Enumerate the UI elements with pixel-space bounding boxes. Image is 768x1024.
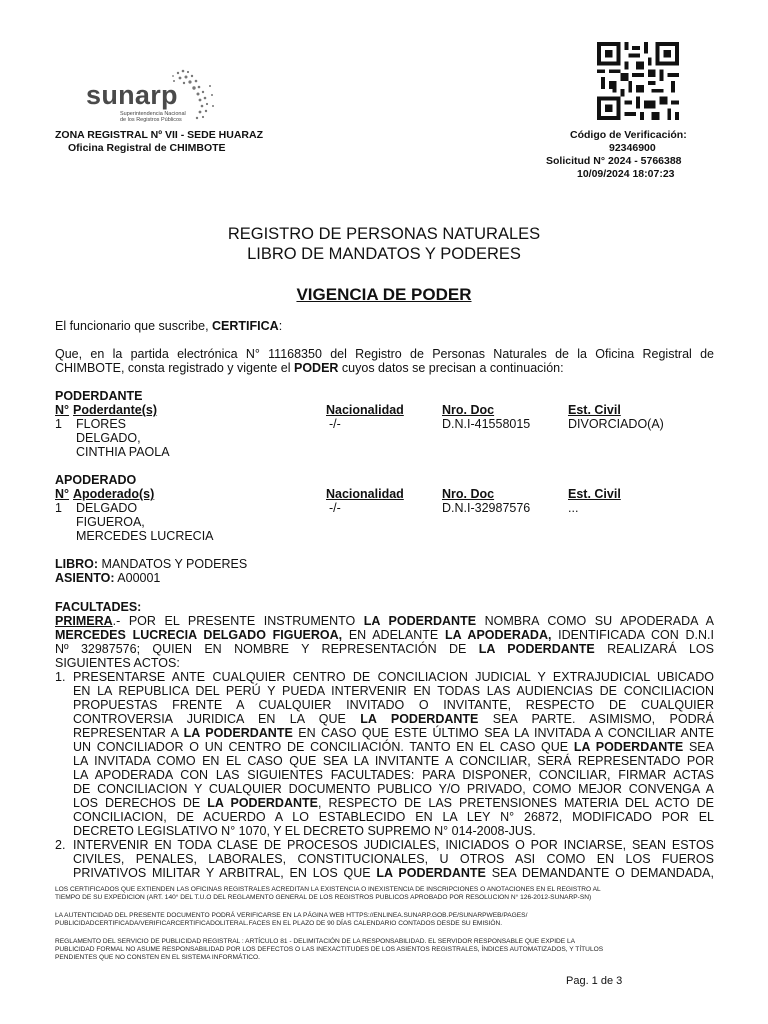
apoderado-h-nat: Nacionalidad — [326, 487, 404, 501]
item-1-line-10 — [73, 796, 714, 811]
sunarp-logo — [86, 64, 236, 130]
apoderado-h-civil: Est. Civil — [568, 487, 621, 501]
footer-note-2-line-2: PUBLICIDADCERTIFICADA/VERIFICARCERTIFICADOLITERAL.FACES EN EL PLAZO DE 90 DÍAS CALENDARIO CONTADOS DESDE SU EMISIÓN. — [55, 920, 503, 927]
primera-text: .- POR EL PRESENTE INSTRUMENTO — [112, 614, 364, 628]
i1-l5-text: REPRESENTAR A — [73, 726, 184, 740]
qr-code-icon — [597, 42, 679, 120]
apoderado-doc: D.N.I-32987576 — [442, 501, 531, 515]
primera-poderdante: LA PODERDANTE — [363, 614, 477, 628]
footer-note-1-line-1: LOS CERTIFICADOS QUE EXTIENDEN LAS OFICINAS REGISTRALES ACREDITAN LA EXISTENCIA O INEXISTENCIA DE INSCRIPCIONES O ANOTACIONES EN EL REGISTRO AL — [55, 886, 601, 893]
apoderado-nat: -/- — [329, 501, 341, 515]
primera-line-3 — [55, 642, 714, 657]
item-1-line-7: LA INVITADA COMO EN EL CASO QUE SEA LA INVITANTE A CONCILIAR, SERÁ REPRESENTADO POR — [73, 754, 714, 768]
apoderado-section: APODERADO — [55, 473, 137, 487]
primera-line-2 — [55, 628, 714, 643]
title-registry: REGISTRO DE PERSONAS NATURALES — [227, 225, 541, 243]
item-1-number: 1. — [55, 670, 66, 684]
apoderada-name: MERCEDES LUCRECIA DELGADO FIGUEROA, — [55, 628, 343, 642]
primera-line-4: SIGUIENTES ACTOS: — [55, 656, 180, 670]
item-1-line-1: PRESENTARSE ANTE CUALQUIER CENTRO DE CONCILIACION JUDICIAL Y EXTRAJUDICIAL UBICADO — [73, 670, 714, 684]
primera-poderdante-2: LA PODERDANTE — [478, 642, 595, 656]
apoderado-num: 1 — [55, 501, 62, 515]
item-1-line-12: DECRETO LEGISLATIVO N° 1070, Y EL DECRETO SUPREMO N° 014-2008-JUS. — [73, 824, 536, 838]
poderdante-h-nat: Nacionalidad — [326, 403, 404, 417]
primera-text-4: IDENTIFICADA CON D.N.I — [551, 628, 715, 642]
asiento-line — [55, 571, 160, 586]
item-1-line-4 — [73, 712, 714, 727]
title-book: LIBRO DE MANDATOS Y PODERES — [247, 245, 521, 263]
primera-line-1 — [55, 614, 714, 629]
item-1-line-5 — [73, 726, 714, 741]
footer-note-1-line-2: TIEMPO DE SU EXPEDICION (ART. 140° DEL T.U.O DEL REGLAMENTO GENERAL DE LOS REGISTROS PUBLICOS APROBADO POR RESOLUCION N° 126-2012-SUNARP-SN) — [55, 894, 592, 901]
verification-code-label: Código de Verificación: — [570, 129, 687, 141]
apoderado-h-doc: Nro. Doc — [442, 487, 495, 501]
item-2-line-3 — [73, 866, 714, 881]
i1-l5-poderdante: LA PODERDANTE — [183, 726, 293, 740]
footer-note-2-line-1: LA AUTENTICIDAD DEL PRESENTE DOCUMENTO PODRÁ VERIFICARSE EN LA PÁGINA WEB HTTPS://ENLINEA.SUNARP.GOB.PE/SUNARPWEB/PAGES/ — [55, 912, 528, 919]
primera-text-3: EN ADELANTE — [342, 628, 445, 642]
item-2-line-2: CIVILES, PENALES, LABORALES, CONSTITUCIONALES, U OTROS ASI COMO EN LOS FUEROS — [73, 852, 714, 866]
page-number: Pag. 1 de 3 — [566, 975, 623, 987]
request-datetime: 10/09/2024 18:07:23 — [577, 168, 675, 180]
i1-l6-text: UN CONCILIADOR O UN CENTRO DE CONCILIACIÓN. TANTO EN EL CASO QUE — [73, 740, 574, 754]
item-1-line-6 — [73, 740, 714, 755]
i2-l3-poderdante: LA PODERDANTE — [376, 866, 486, 880]
zone-label: ZONA REGISTRAL Nº VII - SEDE HUARAZ — [55, 129, 264, 141]
libro-value: MANDATOS Y PODERES — [98, 557, 248, 571]
la-apoderada: LA APODERADA, — [444, 628, 552, 642]
apoderado-name-1: DELGADO — [76, 501, 138, 515]
primera-label: PRIMERA — [55, 614, 113, 628]
logo-tagline-1: Superintendencia Nacional — [120, 111, 186, 117]
para-line-2 — [55, 361, 564, 376]
i1-l6-text-2: SEA — [683, 740, 714, 754]
request-number: Solicitud N° 2024 - 5766388 — [546, 155, 682, 167]
poderdante-section: PODERDANTE — [55, 389, 143, 403]
poderdante-name-1: FLORES — [76, 417, 127, 431]
verification-code: 92346900 — [609, 142, 656, 154]
i2-l3-text-2: SEA DEMANDANTE O DEMANDADA, — [485, 866, 714, 880]
poderdante-h-name: Poderdante(s) — [73, 403, 158, 417]
apoderado-h-num: N° — [55, 487, 70, 501]
facultades-title: FACULTADES: — [55, 600, 142, 614]
main-title: VIGENCIA DE PODER — [296, 285, 472, 304]
logo-wordmark: sunarp — [86, 80, 178, 110]
i1-l6-poderdante: LA PODERDANTE — [573, 740, 684, 754]
i1-l4-text-2: SEA PARTE. ASIMISMO, PODRÁ — [478, 712, 714, 726]
poderdante-doc: D.N.I-41558015 — [442, 417, 531, 431]
i1-l4-text: CONTROVERSIA JURIDICA EN LA QUE — [73, 712, 361, 726]
poderdante-name-3: CINTHIA PAOLA — [76, 445, 170, 459]
intro-suffix: : — [278, 319, 283, 333]
para-poder: PODER — [293, 361, 339, 375]
i1-l4-poderdante: LA PODERDANTE — [360, 712, 479, 726]
logo-tagline-2: de los Registros Públicos — [120, 117, 182, 123]
item-1-line-9: DE CONCILIACION Y CUALQUIER DOCUMENTO PUBLICO Y/O PRIVADO, COMO MEJOR CONVENGA A — [73, 782, 714, 796]
i1-l10-poderdante: LA PODERDANTE — [207, 796, 318, 810]
para-text-end: cuyos datos se precisan a continuación: — [338, 361, 564, 375]
asiento-label: ASIENTO: — [55, 571, 115, 585]
i1-l10-text: LOS DERECHOS DE — [73, 796, 208, 810]
i1-l10-text-2: , RESPECTO DE LAS PRETENSIONES MATERIA DEL ACTO DE — [317, 796, 714, 810]
item-1-line-11: CONCILIACION, DE ACUERDO A LO ESTABLECIDO EN LA LEY N° 26872, MODIFICADO POR EL — [73, 810, 714, 824]
libro-label: LIBRO: — [55, 557, 99, 571]
footer-note-3-line-1: REGLAMENTO DEL SERVICIO DE PUBLICIDAD REGISTRAL : ARTÍCULO 81 - DELIMITACIÓN DE LA RESPONSABILIDAD. EL SERVIDOR RESPONSABLE QUE EXPIDE LA — [55, 938, 576, 945]
intro-certifica: CERTIFICA — [212, 319, 279, 333]
para-line-1: Que, en la partida electrónica N° 11168350 del Registro de Personas Naturales de la Oficina Registral de — [55, 347, 714, 361]
primera-text-6: REALIZARÁ LOS — [594, 642, 714, 656]
poderdante-nat: -/- — [329, 417, 341, 431]
apoderado-name-2: FIGUEROA, — [76, 515, 145, 529]
apoderado-name-3: MERCEDES LUCRECIA — [76, 529, 214, 543]
footer-note-3-line-2: PUBLICIDAD FORMAL NO ASUME RESPONSABILIDAD POR LOS DEFECTOS O LAS INEXACTITUDES DE LOS ASIENTOS REGISTRALES, ÍNDICES AUTOMATIZADOS, Y TÍTULOS — [55, 946, 604, 953]
poderdante-civil: DIVORCIADO(A) — [568, 417, 664, 431]
item-2-number: 2. — [55, 838, 66, 852]
intro-prefix: El funcionario que suscribe, — [55, 319, 213, 333]
item-1-line-2: EN LA REPUBLICA DEL PERÚ Y PUEDA INTERVENIR EN TODAS LAS AUDIENCIAS DE CONCILIACION — [73, 684, 714, 698]
para-text: CHIMBOTE, consta registrado y vigente el — [55, 361, 294, 375]
apoderado-civil: ... — [568, 501, 579, 515]
item-1-line-3: PROPUESTAS FRENTE A CUALQUIER INVITADO O INVITANTE, RESPECTO DE CUALQUIER — [73, 698, 714, 712]
i2-l3-text: PRIVATIVOS MILITAR Y ARBITRAL, EN LOS QUE — [73, 866, 377, 880]
i1-l5-text-2: EN CASO QUE ESTE ÚLTIMO SEA LA INVITADA A CONCILIAR ANTE — [292, 726, 714, 740]
poderdante-num: 1 — [55, 417, 62, 431]
item-2-line-1: INTERVENIR EN TODA CLASE DE PROCESOS JUDICIALES, INICIADOS O POR INCIARSE, SEAN ESTOS — [73, 838, 714, 852]
intro-line — [55, 319, 282, 334]
footer-note-3-line-3: PENDIENTES QUE NO CONSTEN EN EL SISTEMA INFORMÁTICO. — [55, 954, 260, 961]
poderdante-h-doc: Nro. Doc — [442, 403, 495, 417]
asiento-value: A00001 — [114, 571, 161, 585]
poderdante-h-num: N° — [55, 403, 70, 417]
primera-text-2: NOMBRA COMO SU APODERADA A — [476, 614, 714, 628]
poderdante-h-civil: Est. Civil — [568, 403, 621, 417]
office-label: Oficina Registral de CHIMBOTE — [68, 142, 226, 154]
libro-line — [55, 557, 247, 572]
item-1-line-8: LA APODERADA CON LAS SIGUIENTES FACULTADES: PARA DISPONER, CONCILIAR, FIRMAR ACTAS — [73, 768, 714, 782]
primera-text-5: Nº 32987576; QUIEN EN NOMBRE Y REPRESENTACIÓN DE — [55, 642, 479, 656]
poderdante-name-2: DELGADO, — [76, 431, 141, 445]
apoderado-h-name: Apoderado(s) — [73, 487, 155, 501]
